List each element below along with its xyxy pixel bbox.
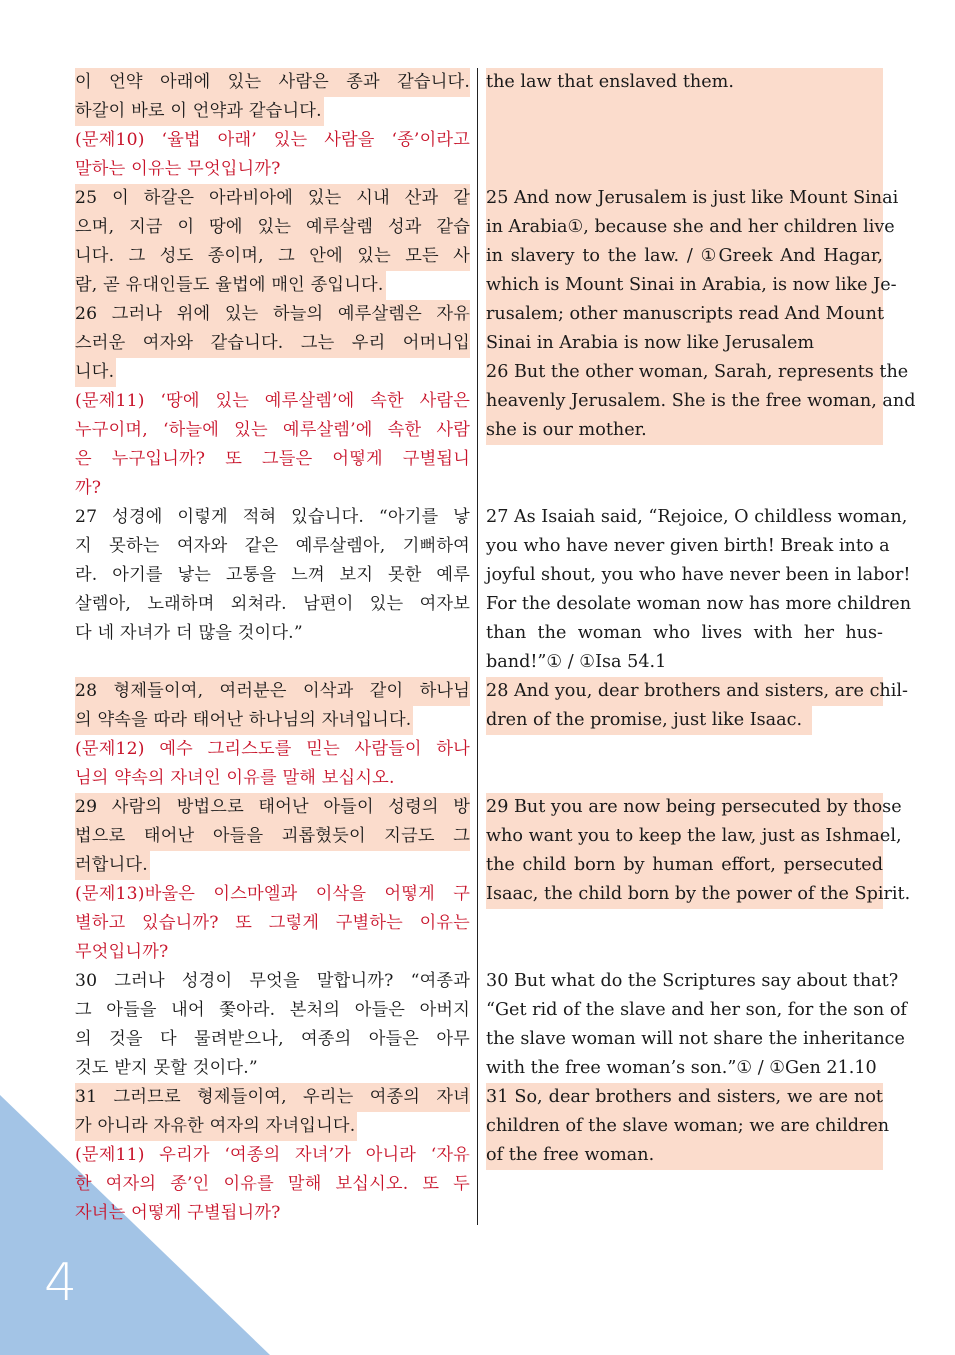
- korean-question-line: 한 여자의 종’인 이유를 말해 보십시오. 또 두: [75, 1174, 470, 1194]
- english-text-line: Isaac, the child born by the power of the Spirit.: [486, 880, 883, 909]
- korean-text-line: 것도 받지 못할 것이다.”: [75, 1058, 258, 1078]
- english-text-line: with the free woman’s son.”① / ①Gen 21.10: [486, 1058, 877, 1078]
- korean-question-line: 무엇입니까?: [75, 942, 169, 962]
- english-blank-line: [486, 97, 883, 126]
- korean-text-line: 으며, 지금 이 땅에 있는 예루살렘 성과 같습: [75, 213, 470, 242]
- english-blank-line: [486, 126, 883, 155]
- english-blank-line: [486, 735, 883, 764]
- korean-question-line: 누구이며, ‘하늘에 있는 예루살렘’에 속한 사람: [75, 420, 470, 440]
- english-text-line: children of the slave woman; we are children: [486, 1112, 883, 1141]
- english-text-line: which is Mount Sinai in Arabia, is now like Je-: [486, 271, 883, 300]
- korean-text-line: 25 이 하갈은 아라비아에 있는 시내 산과 같: [75, 184, 470, 213]
- page-number: 4: [44, 1253, 78, 1313]
- korean-question-line: (문제11) ‘땅에 있는 예루살렘’에 속한 사람은: [75, 391, 470, 411]
- english-blank-line: [486, 155, 883, 184]
- korean-question-line: (문제12) 예수 그리스도를 믿는 사람들이 하나: [75, 739, 470, 759]
- english-text-line: who want you to keep the law, just as Ishmael,: [486, 822, 883, 851]
- english-text-line: rusalem; other manuscripts read And Mount: [486, 300, 883, 329]
- english-text-line: than the woman who lives with her hus-: [486, 623, 883, 643]
- korean-text-line: 스러운 여자와 같습니다. 그는 우리 어머니입: [75, 329, 470, 358]
- korean-text-line: 가 아니라 자유한 여자의 자녀입니다.: [75, 1112, 357, 1141]
- korean-text-line: 26 그러나 위에 있는 하늘의 예루살렘은 자유: [75, 300, 470, 329]
- korean-text-line: 다 네 자녀가 더 많을 것이다.”: [75, 623, 303, 643]
- korean-question-line: (문제11) 우리가 ‘여종의 자녀’가 아니라 ‘자유: [75, 1145, 470, 1165]
- korean-text-line: 살렘아, 노래하며 외쳐라. 남편이 있는 여자보: [75, 594, 470, 614]
- korean-text-line: 그 아들을 내어 쫓아라. 본처의 아들은 아버지: [75, 1000, 470, 1020]
- korean-text-line: 31 그러므로 형제들이여, 우리는 여종의 자녀: [75, 1083, 470, 1112]
- korean-text-line: 29 사람의 방법으로 태어난 아들이 성령의 방: [75, 793, 470, 822]
- english-text-line: you who have never given birth! Break into a: [486, 536, 890, 556]
- english-blank-line: [486, 474, 883, 503]
- english-text-line: 31 So, dear brothers and sisters, we are not: [486, 1083, 883, 1112]
- english-text-line: in Arabia①, because she and her children live: [486, 213, 883, 242]
- korean-text-line: 람, 곧 유대인들도 율법에 매인 종입니다.: [75, 271, 386, 300]
- korean-text-line: 28 형제들이여, 여러분은 이삭과 같이 하나님: [75, 677, 470, 706]
- english-text-line: 29 But you are now being persecuted by those: [486, 793, 883, 822]
- english-text-line: band!”① / ①Isa 54.1: [486, 652, 667, 672]
- english-blank-line: [486, 938, 883, 967]
- english-text-line: 26 But the other woman, Sarah, represents the: [486, 358, 883, 387]
- english-text-line: joyful shout, you who have never been in labor!: [486, 565, 911, 585]
- korean-text-line: 라. 아기를 낳는 고통을 느껴 보지 못한 예루: [75, 565, 470, 585]
- korean-text-line: 이 언약 아래에 있는 사람은 종과 같습니다.: [75, 68, 470, 97]
- english-blank-line: [486, 445, 883, 474]
- english-text-line: 25 And now Jerusalem is just like Mount Sinai: [486, 184, 883, 213]
- english-blank-line: [486, 909, 883, 938]
- english-blank-line: [486, 764, 883, 793]
- korean-text-line: 하갈이 바로 이 언약과 같습니다.: [75, 97, 324, 126]
- english-text-line: For the desolate woman now has more children: [486, 594, 912, 614]
- korean-text-line: 법으로 태어난 아들을 괴롭혔듯이 지금도 그: [75, 822, 470, 851]
- english-text-line: in slavery to the law. / ①Greek And Hagar,: [486, 242, 883, 271]
- english-text-line: dren of the promise, just like Isaac.: [486, 706, 812, 735]
- english-text-line: the slave woman will not share the inheritance: [486, 1029, 905, 1049]
- english-text-line: she is our mother.: [486, 416, 883, 445]
- english-text-line: 27 As Isaiah said, “Rejoice, O childless woman,: [486, 507, 908, 527]
- column-divider: [477, 68, 478, 1225]
- korean-question-line: 별하고 있습니까? 또 그렇게 구별하는 이유는: [75, 913, 470, 933]
- korean-text-line: 러합니다.: [75, 851, 150, 880]
- korean-blank-line: [75, 648, 470, 677]
- korean-text-line: 니다. 그 성도 종이며, 그 안에 있는 모든 사: [75, 242, 470, 271]
- english-text-line: “Get rid of the slave and her son, for the son of: [486, 1000, 907, 1020]
- korean-question-line: 까?: [75, 478, 102, 498]
- korean-text-line: 의 약속을 따라 태어난 하나님의 자녀입니다.: [75, 706, 413, 735]
- english-text-line: of the free woman.: [486, 1141, 883, 1170]
- english-text-line: the child born by human effort, persecuted: [486, 851, 883, 880]
- korean-question-line: 자녀는 어떻게 구별됩니까?: [75, 1203, 281, 1223]
- korean-question-line: (문제10) ‘율법 아래’ 있는 사람을 ‘종’이라고: [75, 130, 470, 150]
- english-text-line: heavenly Jerusalem. She is the free woman, and: [486, 387, 883, 416]
- korean-question-line: 은 누구입니까? 또 그들은 어떻게 구별됩니: [75, 449, 470, 469]
- korean-text-line: 30 그러나 성경이 무엇을 말합니까? “여종과: [75, 971, 470, 991]
- korean-question-line: (문제13)바울은 이스마엘과 이삭을 어떻게 구: [75, 884, 470, 904]
- english-text-line: 28 And you, dear brothers and sisters, are chil-: [486, 677, 883, 706]
- english-text-line: the law that enslaved them.: [486, 68, 883, 97]
- english-text-line: Sinai in Arabia is now like Jerusalem: [486, 329, 883, 358]
- english-text-line: 30 But what do the Scriptures say about that?: [486, 971, 899, 991]
- korean-text-line: 지 못하는 여자와 같은 예루살렘아, 기뻐하여: [75, 536, 470, 556]
- korean-text-line: 27 성경에 이렇게 적혀 있습니다. “아기를 낳: [75, 507, 470, 527]
- korean-question-line: 님의 약속의 자녀인 이유를 말해 보십시오.: [75, 768, 395, 788]
- korean-text-line: 의 것을 다 물려받으나, 여종의 아들은 아무: [75, 1029, 470, 1049]
- korean-question-line: 말하는 이유는 무엇입니까?: [75, 159, 281, 179]
- korean-text-line: 니다.: [75, 358, 116, 387]
